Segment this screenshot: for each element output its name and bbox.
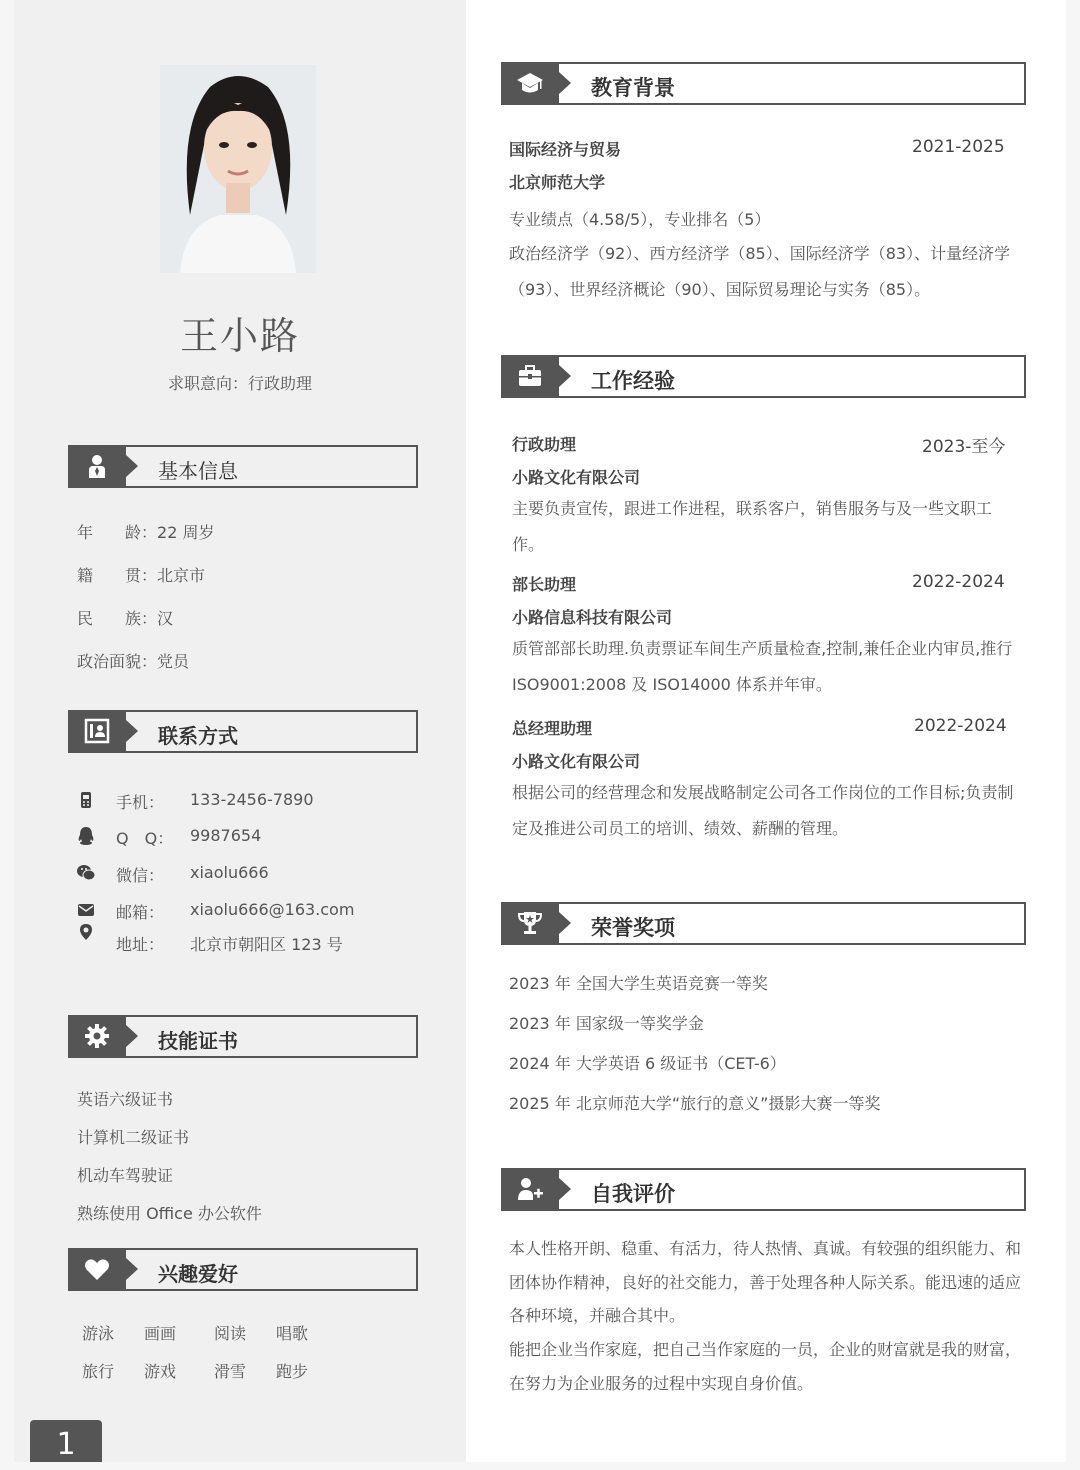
honor-item: 2023 年 全国大学生英语竞赛一等奖 (509, 974, 768, 993)
user-icon (68, 445, 126, 488)
self-eval-header (501, 1168, 1026, 1211)
edu-courses: 政治经济学（92）、西方经济学（85）、国际经济学（83）、计量经济学（93）、世界经济概论（90）、国际贸易理论与实务（85）。 (509, 244, 1011, 299)
hobby-item: 阅读 (214, 1324, 247, 1343)
job-company: 小路文化有限公司 (512, 468, 641, 487)
job-period: 2023-至今 (922, 437, 1006, 457)
job-company: 小路文化有限公司 (512, 752, 641, 771)
job-role: 总经理助理 (512, 719, 593, 738)
job-desc: 根据公司的经营理念和发展战略制定公司各工作岗位的工作目标;负责制定及推进公司员工的培训、绩效、薪酬的管理。 (512, 783, 1014, 838)
job-period: 2022-2024 (912, 572, 1005, 592)
honors-header (501, 902, 1026, 945)
hobby-item: 唱歌 (276, 1324, 309, 1343)
mail-icon (76, 900, 96, 920)
contact-list: 手机： 133-2456-7890 Q Q： 9987654 微信： xiaolu666 邮箱： xiaolu666@163.com 地址： 北京市朝阳区 123 号 (14, 780, 466, 943)
job-desc: 主要负责宣传，跟进工作进程，联系客户，销售服务与及一些文职工作。 (512, 499, 993, 554)
contact-title: 联系方式 (158, 724, 238, 748)
honors-title: 荣誉奖项 (591, 916, 675, 940)
honor-item: 2023 年 国家级一等奖学金 (509, 1014, 704, 1033)
skill-item: 熟练使用 Office 办公软件 (77, 1204, 262, 1223)
job-desc: 质管部部长助理.负责票证车间生产质量检查,控制,兼任企业内审员,推行 ISO9001:2008 及 ISO14000 体系并年审。 (512, 639, 1013, 694)
gear-icon (68, 1015, 126, 1058)
hobbies-header (68, 1248, 418, 1291)
sidebar (14, 0, 466, 1462)
education-title: 教育背景 (591, 76, 675, 100)
hobby-item: 游泳 (82, 1324, 115, 1343)
skill-item: 英语六级证书 (77, 1090, 174, 1109)
phone-icon (76, 790, 96, 810)
briefcase-icon (501, 355, 559, 398)
hobby-item: 画画 (144, 1324, 177, 1343)
honor-item: 2025 年 北京师范大学“旅行的意义”摄影大赛一等奖 (509, 1094, 881, 1113)
candidate-name: 王小路 (179, 314, 300, 358)
profile-photo (160, 65, 316, 273)
hobbies-title: 兴趣爱好 (158, 1262, 238, 1286)
self-eval-paragraph: 本人性格开朗、稳重、有活力，待人热情、真诚。有较强的组织能力、和团体协作精神，良好的社交能力，善于处理各种人际关系。能迅速的适应各种环境，并融合其中。 (509, 1239, 1022, 1325)
skill-item: 机动车驾驶证 (77, 1166, 174, 1185)
edu-major: 国际经济与贸易 (509, 140, 622, 159)
edu-period: 2021-2025 (912, 137, 1005, 157)
info-row-age: 年 龄：22 周岁 (77, 523, 215, 542)
heart-icon (68, 1248, 126, 1291)
contact-header (68, 710, 418, 753)
self-eval-title: 自我评价 (591, 1182, 675, 1206)
honor-item: 2024 年 大学英语 6 级证书（CET-6） (509, 1054, 786, 1073)
edu-school: 北京师范大学 (509, 173, 606, 192)
add-user-icon (501, 1168, 559, 1211)
hobby-item: 游戏 (144, 1362, 177, 1381)
info-row-ethnicity: 民 族：汉 (77, 609, 174, 628)
hobby-item: 旅行 (82, 1362, 115, 1381)
self-eval-paragraph: 能把企业当作家庭，把自己当作家庭的一员，企业的财富就是我的财富，在努力为企业服务的过程中实现自身价值。 (509, 1340, 1022, 1393)
education-header (501, 62, 1026, 105)
job-company: 小路信息科技有限公司 (512, 608, 673, 627)
contact-book-icon (68, 710, 126, 753)
job-role: 部长助理 (512, 575, 577, 594)
info-row-politics: 政治面貌：党员 (77, 652, 190, 671)
work-header (501, 355, 1026, 398)
hobby-item: 滑雪 (214, 1362, 247, 1381)
skills-title: 技能证书 (158, 1029, 238, 1053)
edu-gpa: 专业绩点（4.58/5），专业排名（5） (509, 210, 771, 229)
graduation-cap-icon (501, 62, 559, 105)
skills-header (68, 1015, 418, 1058)
wechat-icon (76, 863, 96, 883)
qq-icon (76, 826, 96, 846)
work-title: 工作经验 (591, 369, 675, 393)
skill-item: 计算机二级证书 (77, 1128, 190, 1147)
info-row-origin: 籍 贯：北京市 (77, 566, 206, 585)
page-number: 1 (30, 1420, 102, 1462)
hobby-item: 跑步 (276, 1362, 309, 1381)
trophy-icon (501, 902, 559, 945)
job-role: 行政助理 (512, 435, 577, 454)
basic-info-title: 基本信息 (158, 459, 238, 483)
job-period: 2022-2024 (914, 716, 1007, 736)
resume-page (14, 0, 1066, 1462)
job-intent: 求职意向：行政助理 (167, 374, 312, 393)
basic-info-header (68, 445, 418, 488)
location-icon (76, 922, 96, 942)
